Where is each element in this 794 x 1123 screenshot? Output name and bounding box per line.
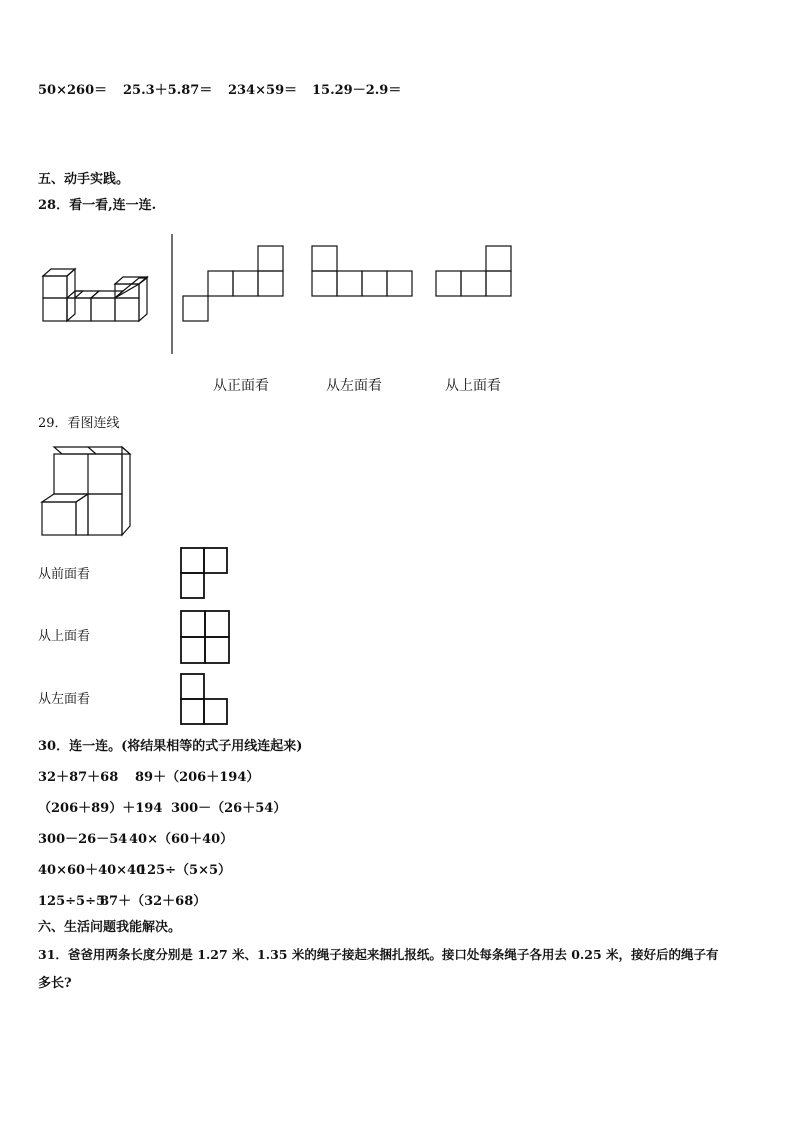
view-label: 从上面看 <box>38 629 91 644</box>
expression-left: 32＋87＋68 <box>38 770 119 785</box>
expression-right: 300－（26＋54） <box>171 801 287 816</box>
question-title: 29．看图连线 <box>38 416 120 431</box>
expression-right: 40×（60＋40） <box>129 832 234 847</box>
question-text: 31．爸爸用两条长度分别是 1.27 米、1.35 米的绳子接起来捆扎报纸。接口处每条绳子各用去 0.25 米，接好后的绳子有 <box>38 947 719 962</box>
cube-3d-figure <box>40 268 160 324</box>
view-grid-2 <box>312 246 414 298</box>
view-grid-left <box>181 674 231 728</box>
question-text: 多长? <box>38 976 72 991</box>
question-title: 28．看一看,连一连. <box>38 198 157 213</box>
calc-item: 15.29－2.9＝ <box>312 83 402 98</box>
view-grid-front <box>181 548 231 602</box>
section-heading: 六、生活问题我能解决。 <box>38 920 182 935</box>
calc-item: 25.3＋5.87＝ <box>123 83 213 98</box>
view-grid-3 <box>436 246 514 298</box>
cube-3d-figure <box>40 446 132 540</box>
expression-right: 89＋（206＋194） <box>135 770 260 785</box>
expression-right: 125÷（5×5） <box>138 863 232 878</box>
calc-item: 50×260＝ <box>38 83 108 98</box>
question-title: 30．连一连。(将结果相等的式子用线连起来) <box>38 739 303 754</box>
view-label: 从左面看 <box>326 378 382 394</box>
section-heading: 五、动手实践。 <box>38 172 130 187</box>
expression-right: 87＋（32＋68） <box>100 894 207 909</box>
view-label: 从上面看 <box>445 378 501 394</box>
expression-left: 125÷5÷5 <box>38 894 106 909</box>
expression-left: 300－26－54 <box>38 832 128 847</box>
view-label: 从正面看 <box>213 378 269 394</box>
view-label: 从前面看 <box>38 567 91 582</box>
expression-left: （206＋89）＋194 <box>38 801 163 816</box>
view-label: 从左面看 <box>38 692 91 707</box>
calc-item: 234×59＝ <box>228 83 298 98</box>
divider-line <box>171 234 175 354</box>
view-grid-1 <box>183 246 285 324</box>
view-grid-top <box>181 611 231 665</box>
expression-left: 40×60＋40×40 <box>38 863 146 878</box>
